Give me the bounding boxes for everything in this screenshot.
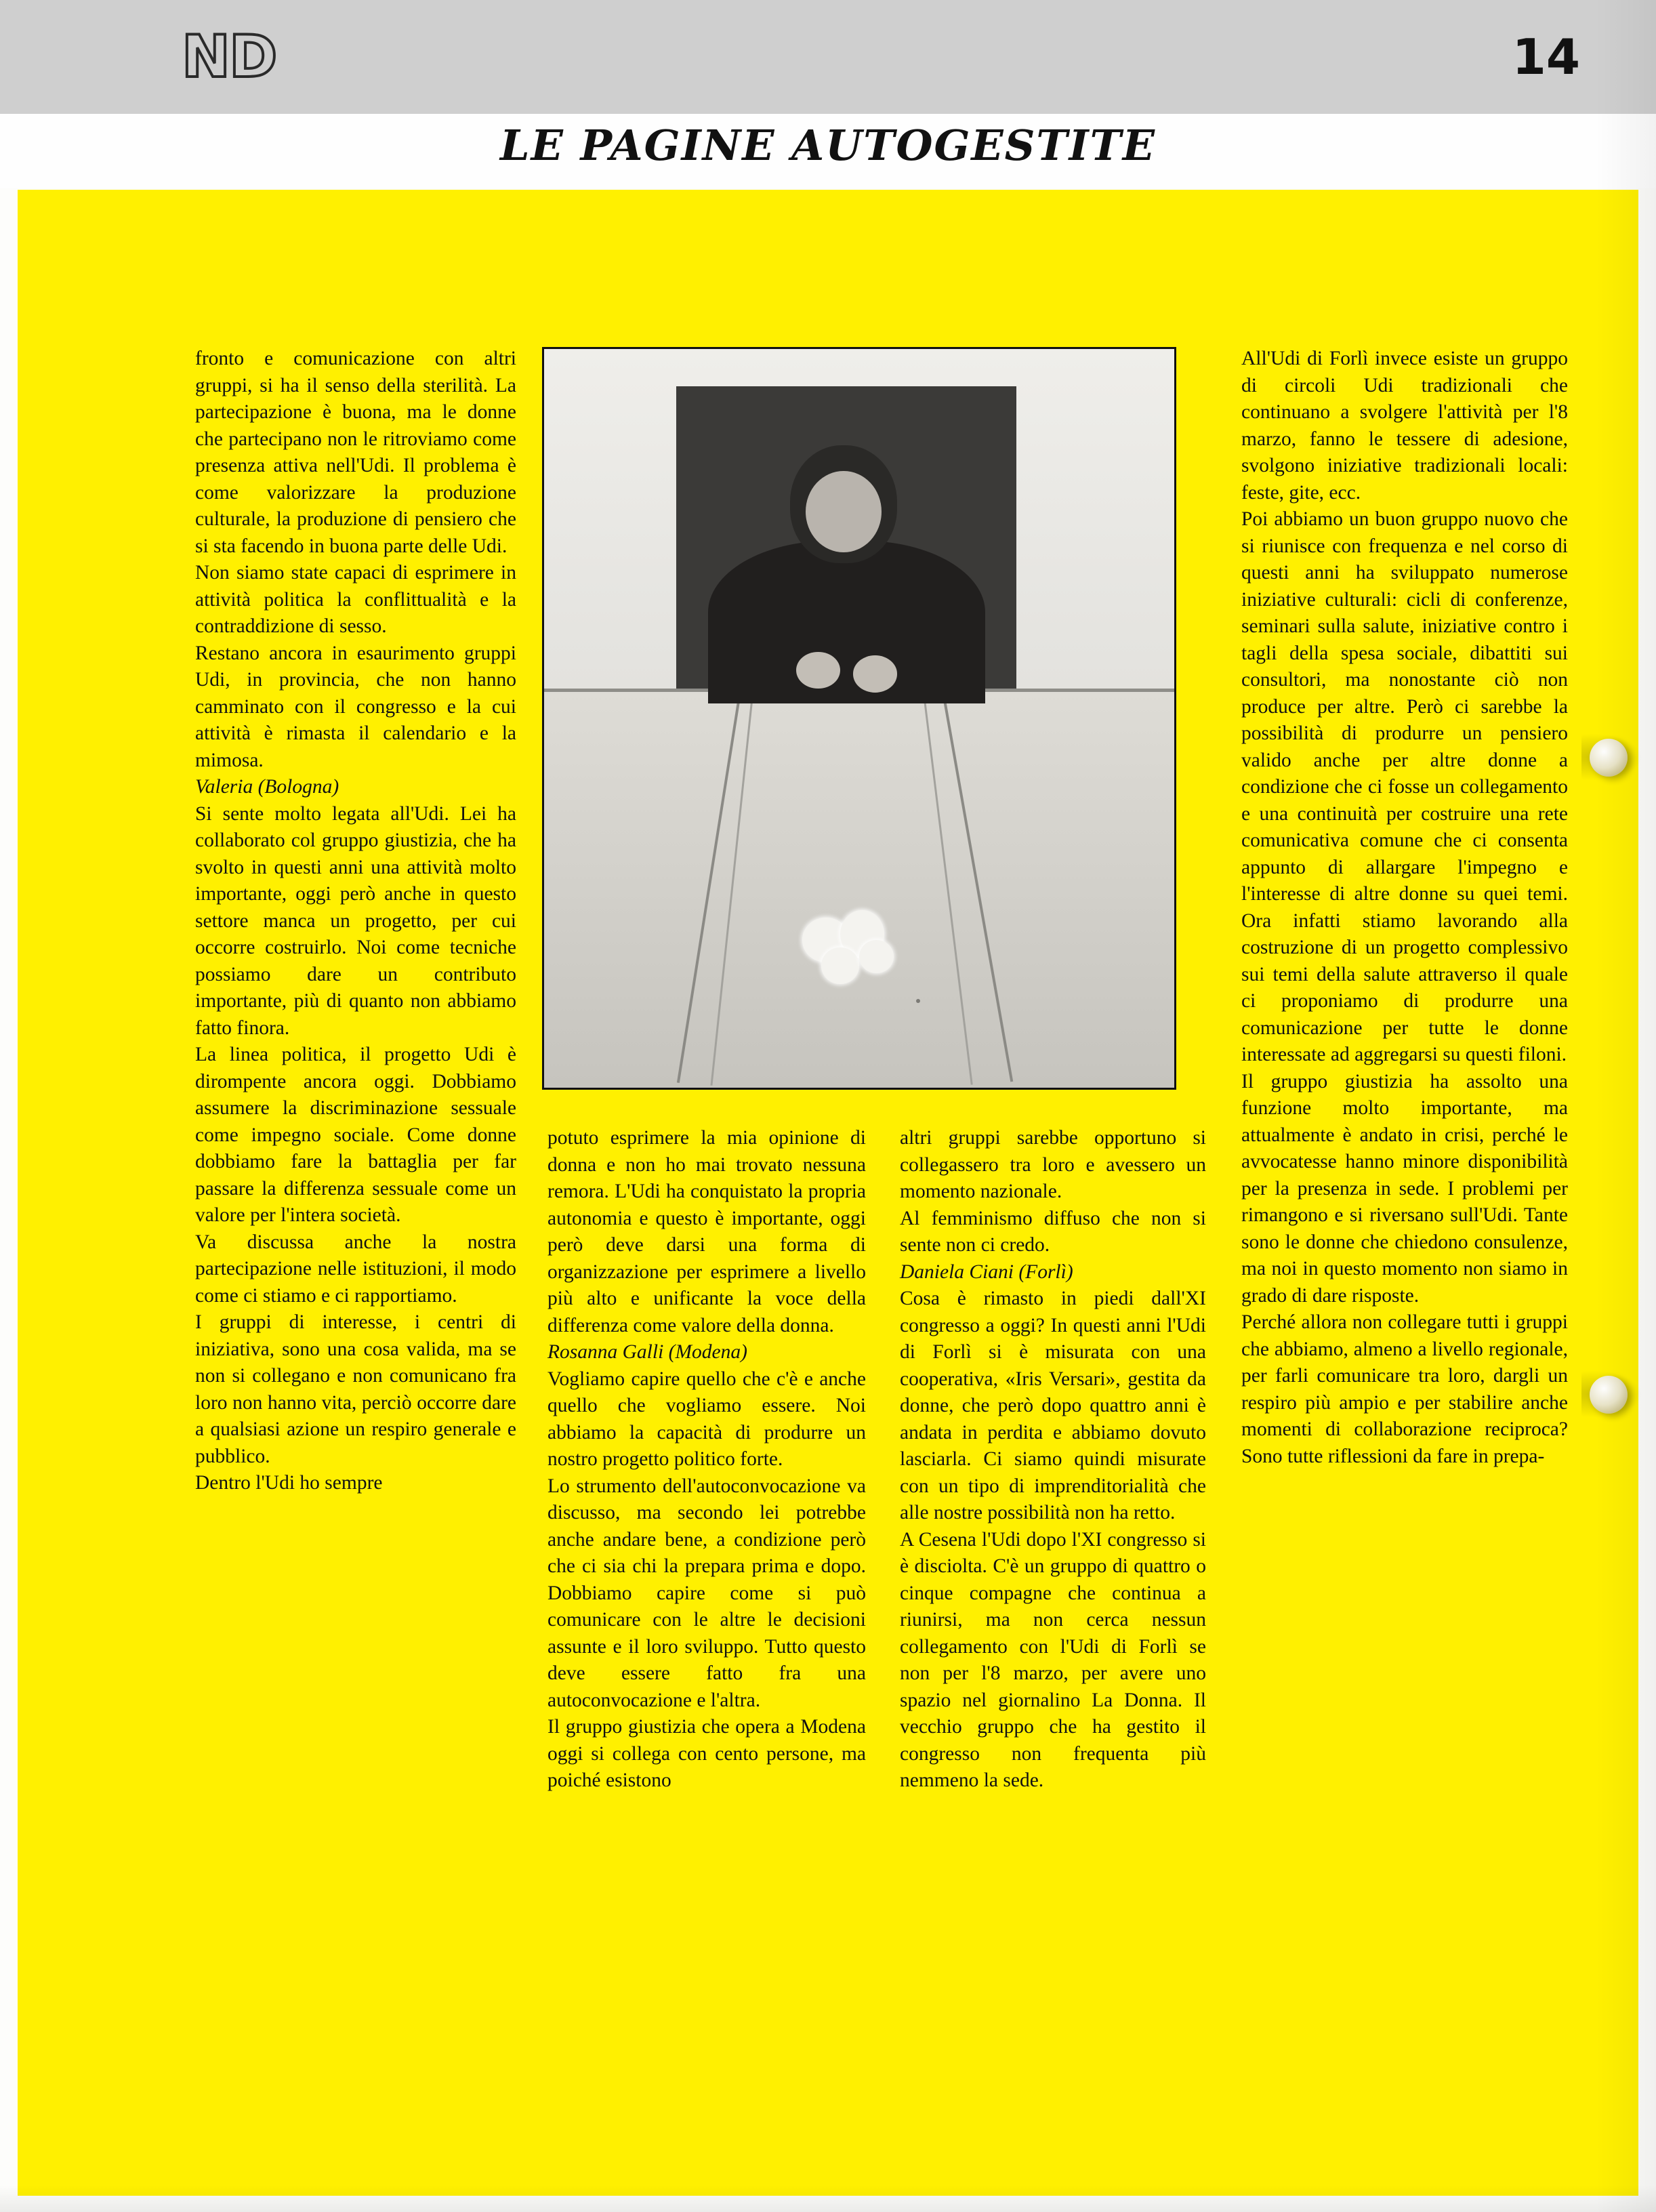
binder-hole	[1590, 1376, 1628, 1414]
speaker-byline: Valeria (Bologna)	[195, 776, 339, 798]
paragraph: Vogliamo capire quello che c'è e anche quello che vogliamo essere. Noi abbiamo la capacità di produrre un nostro progetto politico forte.	[547, 1368, 866, 1470]
paragraph: Cosa è rimasto in piedi dall'XI congresso a oggi? In questi anni l'Udi di Forlì si è misurata con una cooperativa, «Iris Versari», gestita da donne, che però dopo quattro anni è andata in perdita e abbiamo dovuto lasciarla. Ci siamo quindi misurate con un tipo di imprenditorialità che alle nostre possibilità non ha retto.	[900, 1288, 1206, 1523]
paragraph: Non siamo state capaci di esprimere in attività politica la conflittualità e la contraddizione di sesso.	[195, 562, 516, 637]
text-column-2	[547, 1125, 866, 1795]
paragraph: Lo strumento dell'autoconvocazione va discusso, ma secondo lei potrebbe anche andare bene, a condizione però che ci sia chi la prepara prima e dopo. Dobbiamo capire come si può comunicare con le altre le decisioni assunte e il loro sviluppo. Tutto questo deve essere fatto fra una autoconvocazione e l'altra.	[547, 1475, 866, 1711]
photo-detail-dot	[916, 999, 920, 1003]
publication-logo: ND	[182, 23, 276, 91]
masthead	[0, 0, 1656, 114]
paragraph: Il gruppo giustizia ha assolto una funzione molto importante, ma attualmente è andato in crisi, perché le avvocatesse hanno minore disponibilità per la presenza in sede. I problemi per rimangono e si riversano sull'Udi. Tante sono le donne che chiedono consulenze, ma noi in questo momento non siamo in grado di dare risposte.	[1241, 1070, 1568, 1307]
photo-figure-face	[806, 471, 882, 552]
photo-figure-hand	[853, 655, 897, 693]
paragraph: I gruppi di interesse, i centri di iniziativa, sono una cosa valida, ma se non si collegano e non comunicano fra loro non hanno vita, perciò occorre dare a qualsiasi azione un respiro generale e pubblico.	[195, 1311, 516, 1467]
section-title: LE PAGINE AUTOGESTITE	[500, 121, 1156, 170]
speaker-byline: Daniela Ciani (Forlì)	[900, 1261, 1073, 1283]
text-column-4	[1241, 346, 1568, 1470]
paragraph: potuto esprimere la mia opinione di donna e non ho mai trovato nessuna remora. L'Udi ha conquistato la propria autonomia e questo è importante, oggi però deve darsi una forma di organizzazione per esprimere a livello più alto e unificante la voce della differenza come valore della donna.	[547, 1127, 866, 1336]
paragraph: All'Udi di Forlì invece esiste un gruppo di circoli Udi tradizionali che continuano a svolgere l'attività per l'8 marzo, fanno le tessere di adesione, svolgono iniziative tradizionali locali: feste, gite, ecc.	[1241, 348, 1568, 504]
paragraph: Al femminismo diffuso che non si sente non ci credo.	[900, 1207, 1206, 1256]
photo-figure-body	[708, 541, 985, 703]
paragraph: Poi abbiamo un buon gruppo nuovo che si riunisce con frequenza e nel corso di questi anni ha sviluppato numerose iniziative culturali: cicli di conferenze, seminari sulla salute, iniziative contro i tagli della spesa sociale, dibattiti sui consultori, ma nonostante ciò non produce per altre. Però ci sarebbe la possibilità di produrre un pensiero valido anche per altre donne a condizione che ci fosse un collegamento e una continuità per costruire una rete comunicativa comune che ci consenta appunto di allargare l'impegno e l'interesse di altre donne su quei temi. Ora infatti stiamo lavorando alla costruzione di un progetto complessivo sui temi della salute attraverso il quale ci proponiamo di produrre una comunicazione per tutte le donne interessate ad aggregarsi su questi filoni.	[1241, 508, 1568, 1065]
binder-hole	[1590, 739, 1628, 777]
paragraph: fronto e comunicazione con altri gruppi, si ha il senso della sterilità. La partecipazione è buona, ma le donne che partecipano non le ritroviamo come presenza attiva nell'Udi. Il problema è come valorizzare la produzione culturale, la produzione di pensiero che si sta facendo in buona parte delle Udi.	[195, 348, 516, 557]
paragraph: Restano ancora in esaurimento gruppi Udi, in provincia, che non hanno camminato con il congresso e la cui attività è rimasta il calendario e la mimosa.	[195, 642, 516, 771]
paragraph: altri gruppi sarebbe opportuno si collegassero tra loro e avessero un momento nazionale.	[900, 1127, 1206, 1202]
text-column-3	[900, 1125, 1206, 1795]
paragraph: Va discussa anche la nostra partecipazione nelle istituzioni, il modo come ci stiamo e ci rapportiamo.	[195, 1231, 516, 1307]
paragraph: La linea politica, il progetto Udi è dirompente ancora oggi. Dobbiamo assumere la discriminazione sessuale come impegno sociale. Come donne dobbiamo fare la battaglia per far passare la differenza sessuale come un valore per l'intera società.	[195, 1044, 516, 1226]
paragraph: Perché allora non collegare tutti i gruppi che abbiamo, almeno a livello regionale, per farli comunicare tra loro, dargli un respiro più ampio e per stabilire anche momenti di collaborazione reciproca? Sono tutte riflessioni da fare in prepa-	[1241, 1311, 1568, 1467]
article-photo	[542, 347, 1176, 1090]
photo-table	[544, 689, 1174, 1088]
photo-flower	[859, 940, 894, 973]
photo-image	[544, 349, 1174, 1088]
paragraph: Il gruppo giustizia che opera a Modena oggi si collega con cento persone, ma poiché esistono	[547, 1716, 866, 1791]
page-number: 14	[1512, 28, 1580, 85]
paragraph: A Cesena l'Udi dopo l'XI congresso si è disciolta. C'è un gruppo di quattro o cinque compagne che continua a riunirsi, ma non cerca nessun collegamento con l'Udi di Forlì se non per l'8 marzo, per avere uno spazio nel giornalino La Donna. Il vecchio gruppo che ha gestito il congresso non frequenta più nemmeno la sede.	[900, 1528, 1206, 1791]
photo-flower	[821, 947, 859, 985]
speaker-byline: Rosanna Galli (Modena)	[547, 1341, 747, 1363]
text-column-1	[195, 346, 516, 1497]
photo-figure-hand	[796, 652, 840, 689]
paragraph: Dentro l'Udi ho sempre	[195, 1472, 383, 1494]
paragraph: Si sente molto legata all'Udi. Lei ha collaborato col gruppo giustizia, che ha svolto in questi anni una attività molto importante, oggi però anche in questo settore manca un progetto, per cui occorre costruirlo. Noi come tecniche possiamo dare un contributo importante, più di quanto non abbiamo fatto finora.	[195, 802, 516, 1039]
